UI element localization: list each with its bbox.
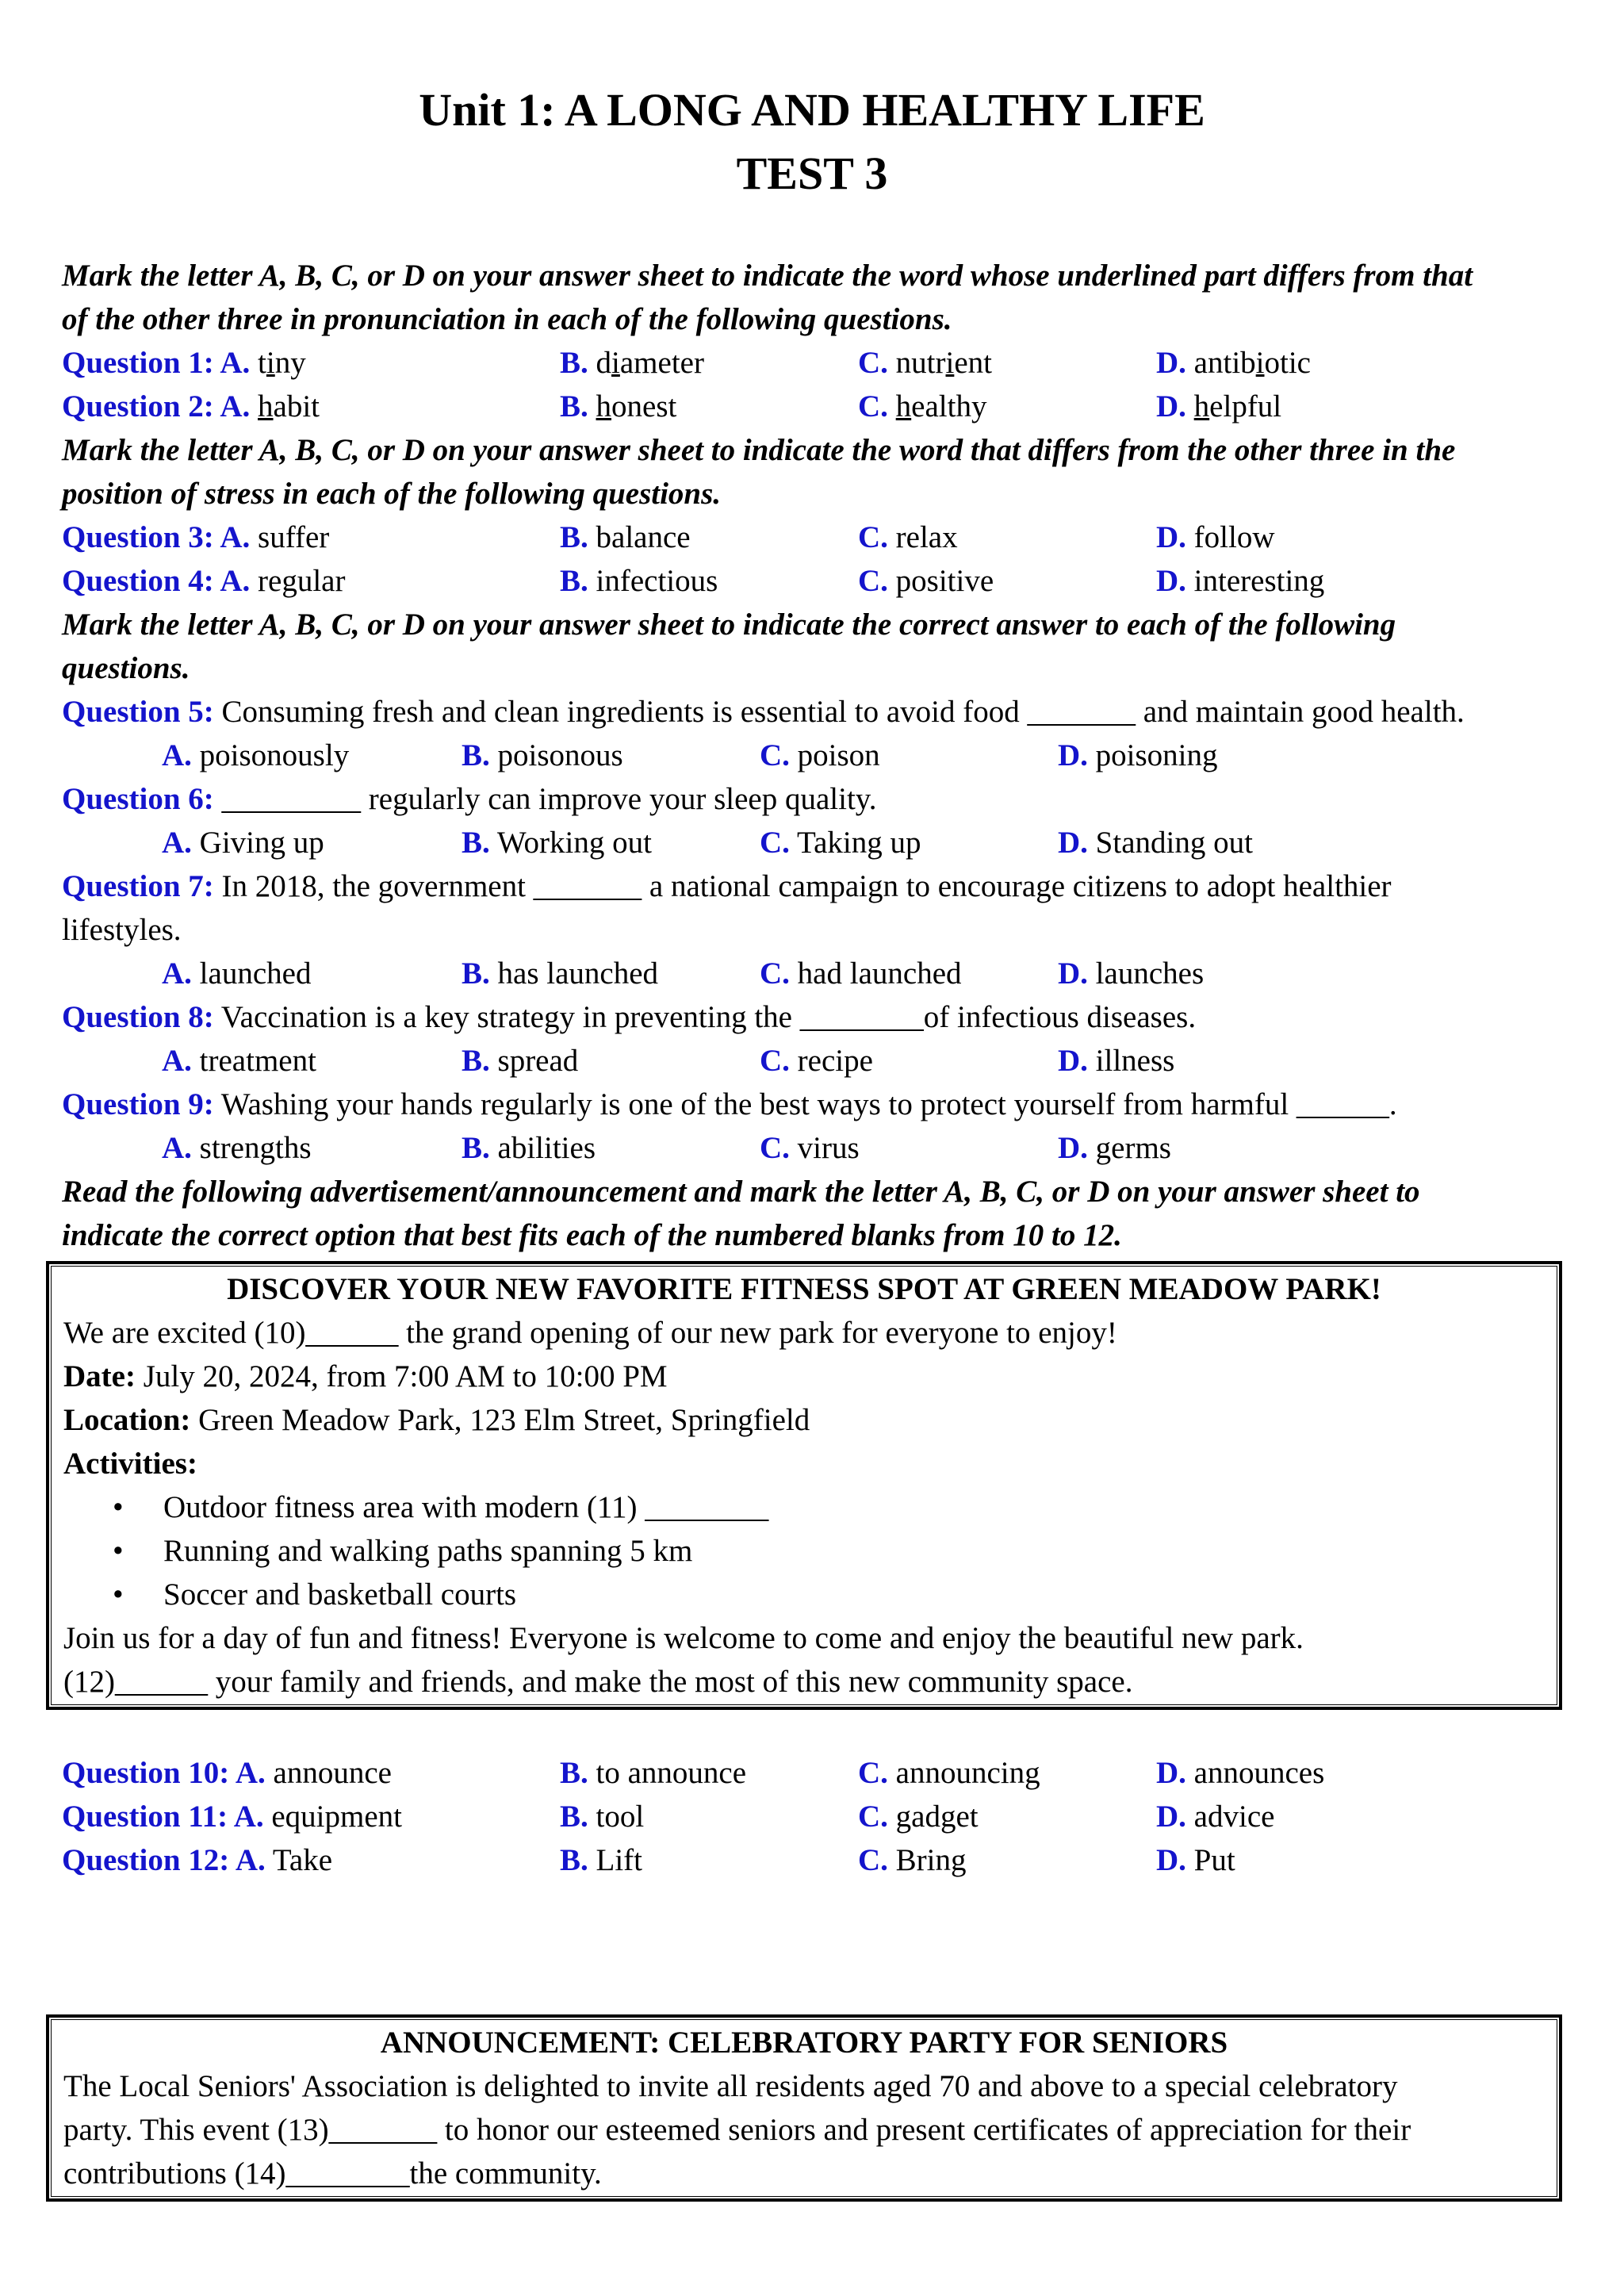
- question-12-option-d[interactable]: D. Put: [1156, 1843, 1235, 1877]
- question-2: [62, 388, 320, 426]
- question-8-option-c[interactable]: C. recipe: [760, 1044, 873, 1078]
- question-12-option-c[interactable]: C. Bring: [858, 1843, 967, 1877]
- question-5-option-d[interactable]: D. poisoning: [1058, 738, 1218, 772]
- question-7-stem-cont: lifestyles.: [62, 913, 182, 947]
- question-11-option-d[interactable]: D. advice: [1156, 1800, 1275, 1834]
- activity-item: Running and walking paths spanning 5 km: [163, 1534, 693, 1568]
- question-6-stem: Question 6: _________ regularly can improve your sleep quality.: [62, 782, 877, 816]
- question-10-option-d[interactable]: D. announces: [1156, 1756, 1325, 1790]
- question-5-option-a[interactable]: A. poisonously: [162, 738, 350, 772]
- question-9-option-b[interactable]: B. abilities: [462, 1131, 596, 1165]
- question-10: Question 10: A. announce: [62, 1756, 392, 1790]
- announcement-line-2: party. This event (13)_______ to honor our esteemed seniors and present certificates of appreciation for their: [63, 2113, 1411, 2147]
- advertisement-closing-2: (12)______ your family and friends, and make the most of this new community space.: [63, 1665, 1133, 1699]
- question-1-option-b[interactable]: B. diameter: [560, 346, 704, 380]
- unit-title: Unit 1: A LONG AND HEALTHY LIFE: [419, 84, 1205, 136]
- bullet-icon: •: [113, 1490, 124, 1524]
- advertisement-box: [46, 1261, 1562, 1710]
- instruction-reading-1: Read the following advertisement/announcement and mark the letter A, B, C, or D on your answer sheet to: [62, 1175, 1420, 1209]
- question-5-option-c[interactable]: C. poison: [760, 738, 880, 772]
- question-8-option-d[interactable]: D. illness: [1058, 1044, 1175, 1078]
- instruction-pronunciation-2: of the other three in pronunciation in each of the following questions.: [62, 302, 952, 336]
- question-label: Question 1: A.: [62, 346, 251, 380]
- question-8-stem: Question 8: Vaccination is a key strategy in preventing the ________of infectious diseases.: [62, 1000, 1197, 1034]
- bullet-icon: •: [113, 1577, 124, 1612]
- question-5-option-b[interactable]: B. poisonous: [462, 738, 623, 772]
- question-4-option-b[interactable]: B. infectious: [560, 564, 718, 598]
- bullet-icon: •: [113, 1534, 124, 1568]
- question-6-option-b[interactable]: B. Working out: [462, 826, 652, 860]
- question-label: Question 2: A.: [62, 389, 251, 424]
- question-2-option-d[interactable]: D. helpful: [1156, 389, 1282, 424]
- question-4: Question 4: A. regular: [62, 564, 346, 598]
- question-9-option-c[interactable]: C. virus: [760, 1131, 860, 1165]
- question-4-option-c[interactable]: C. positive: [858, 564, 994, 598]
- question-7-option-a[interactable]: A. launched: [162, 956, 312, 991]
- question-7-option-d[interactable]: D. launches: [1058, 956, 1205, 991]
- option-a[interactable]: Take: [272, 1843, 333, 1877]
- question-2-option-c[interactable]: C. healthy: [858, 389, 987, 424]
- advertisement-closing-1: Join us for a day of fun and fitness! Everyone is welcome to come and enjoy the beautiful new park.: [63, 1621, 1304, 1655]
- question-3-option-b[interactable]: B. balance: [560, 520, 691, 554]
- announcement-box: [46, 2014, 1562, 2202]
- option-a[interactable]: tiny: [258, 346, 306, 380]
- question-7-stem: Question 7: In 2018, the government _______ a national campaign to encourage citizens to adopt healthier: [62, 869, 1392, 903]
- question-4-option-d[interactable]: D. interesting: [1156, 564, 1325, 598]
- option-a[interactable]: announce: [273, 1756, 392, 1790]
- instruction-stress-1: Mark the letter A, B, C, or D on your answer sheet to indicate the word that differs from the other three in the: [62, 433, 1456, 467]
- option-a[interactable]: equipment: [271, 1800, 403, 1834]
- question-10-option-c[interactable]: C. announcing: [858, 1756, 1040, 1790]
- test-title: TEST 3: [736, 148, 888, 199]
- advertisement-location: Location: Green Meadow Park, 123 Elm Street, Springfield: [63, 1403, 810, 1437]
- announcement-line-3: contributions (14)________the community.: [63, 2156, 602, 2191]
- question-12-option-b[interactable]: B. Lift: [560, 1843, 642, 1877]
- question-1-option-d[interactable]: D. antibiotic: [1156, 346, 1311, 380]
- instruction-correct-2: questions.: [62, 651, 190, 685]
- question-1: [62, 344, 306, 382]
- instruction-pronunciation-1: Mark the letter A, B, C, or D on your answer sheet to indicate the word whose underlined part differs from that: [62, 259, 1473, 293]
- activity-item: Outdoor fitness area with modern (11) ________: [163, 1490, 769, 1524]
- instruction-stress-2: position of stress in each of the following questions.: [62, 477, 722, 511]
- question-6-option-c[interactable]: C. Taking up: [760, 826, 921, 860]
- option-a[interactable]: habit: [258, 389, 320, 424]
- question-12: Question 12: A. Take: [62, 1843, 333, 1877]
- question-9-option-d[interactable]: D. germs: [1058, 1131, 1171, 1165]
- question-11: Question 11: A. equipment: [62, 1800, 403, 1834]
- advertisement-title: DISCOVER YOUR NEW FAVORITE FITNESS SPOT AT GREEN MEADOW PARK!: [227, 1272, 1381, 1306]
- question-2-option-b[interactable]: B. honest: [560, 389, 677, 424]
- question-10-option-b[interactable]: B. to announce: [560, 1756, 747, 1790]
- instruction-reading-2: indicate the correct option that best fits each of the numbered blanks from 10 to 12.: [62, 1218, 1122, 1252]
- question-1-option-c[interactable]: C. nutrient: [858, 346, 992, 380]
- question-11-option-b[interactable]: B. tool: [560, 1800, 645, 1834]
- question-8-option-a[interactable]: A. treatment: [162, 1044, 316, 1078]
- instruction-correct-1: Mark the letter A, B, C, or D on your answer sheet to indicate the correct answer to each of the following: [62, 608, 1396, 642]
- advertisement-date: Date: July 20, 2024, from 7:00 AM to 10:00 PM: [63, 1359, 668, 1393]
- question-3-option-d[interactable]: D. follow: [1156, 520, 1275, 554]
- question-7-option-c[interactable]: C. had launched: [760, 956, 962, 991]
- question-3: Question 3: A. suffer: [62, 520, 330, 554]
- question-11-option-c[interactable]: C. gadget: [858, 1800, 979, 1834]
- question-3-option-c[interactable]: C. relax: [858, 520, 958, 554]
- option-a[interactable]: suffer: [258, 520, 330, 554]
- question-9-option-a[interactable]: A. strengths: [162, 1131, 312, 1165]
- question-7-option-b[interactable]: B. has launched: [462, 956, 659, 991]
- question-6-option-a[interactable]: A. Giving up: [162, 826, 324, 860]
- option-a[interactable]: regular: [258, 564, 346, 598]
- advertisement-activities-label: Activities:: [63, 1447, 197, 1481]
- announcement-line-1: The Local Seniors' Association is delighted to invite all residents aged 70 and above to a special celebratory: [63, 2069, 1398, 2103]
- activity-item: Soccer and basketball courts: [163, 1577, 517, 1612]
- question-8-option-b[interactable]: B. spread: [462, 1044, 579, 1078]
- announcement-title: ANNOUNCEMENT: CELEBRATORY PARTY FOR SENIORS: [380, 2026, 1228, 2060]
- advertisement-intro: We are excited (10)______ the grand opening of our new park for everyone to enjoy!: [63, 1316, 1117, 1350]
- question-9-stem: Question 9: Washing your hands regularly is one of the best ways to protect yourself from harmful ______.: [62, 1087, 1397, 1121]
- question-5-stem: Question 5: Consuming fresh and clean ingredients is essential to avoid food _______ and maintain good health.: [62, 695, 1465, 729]
- question-6-option-d[interactable]: D. Standing out: [1058, 826, 1253, 860]
